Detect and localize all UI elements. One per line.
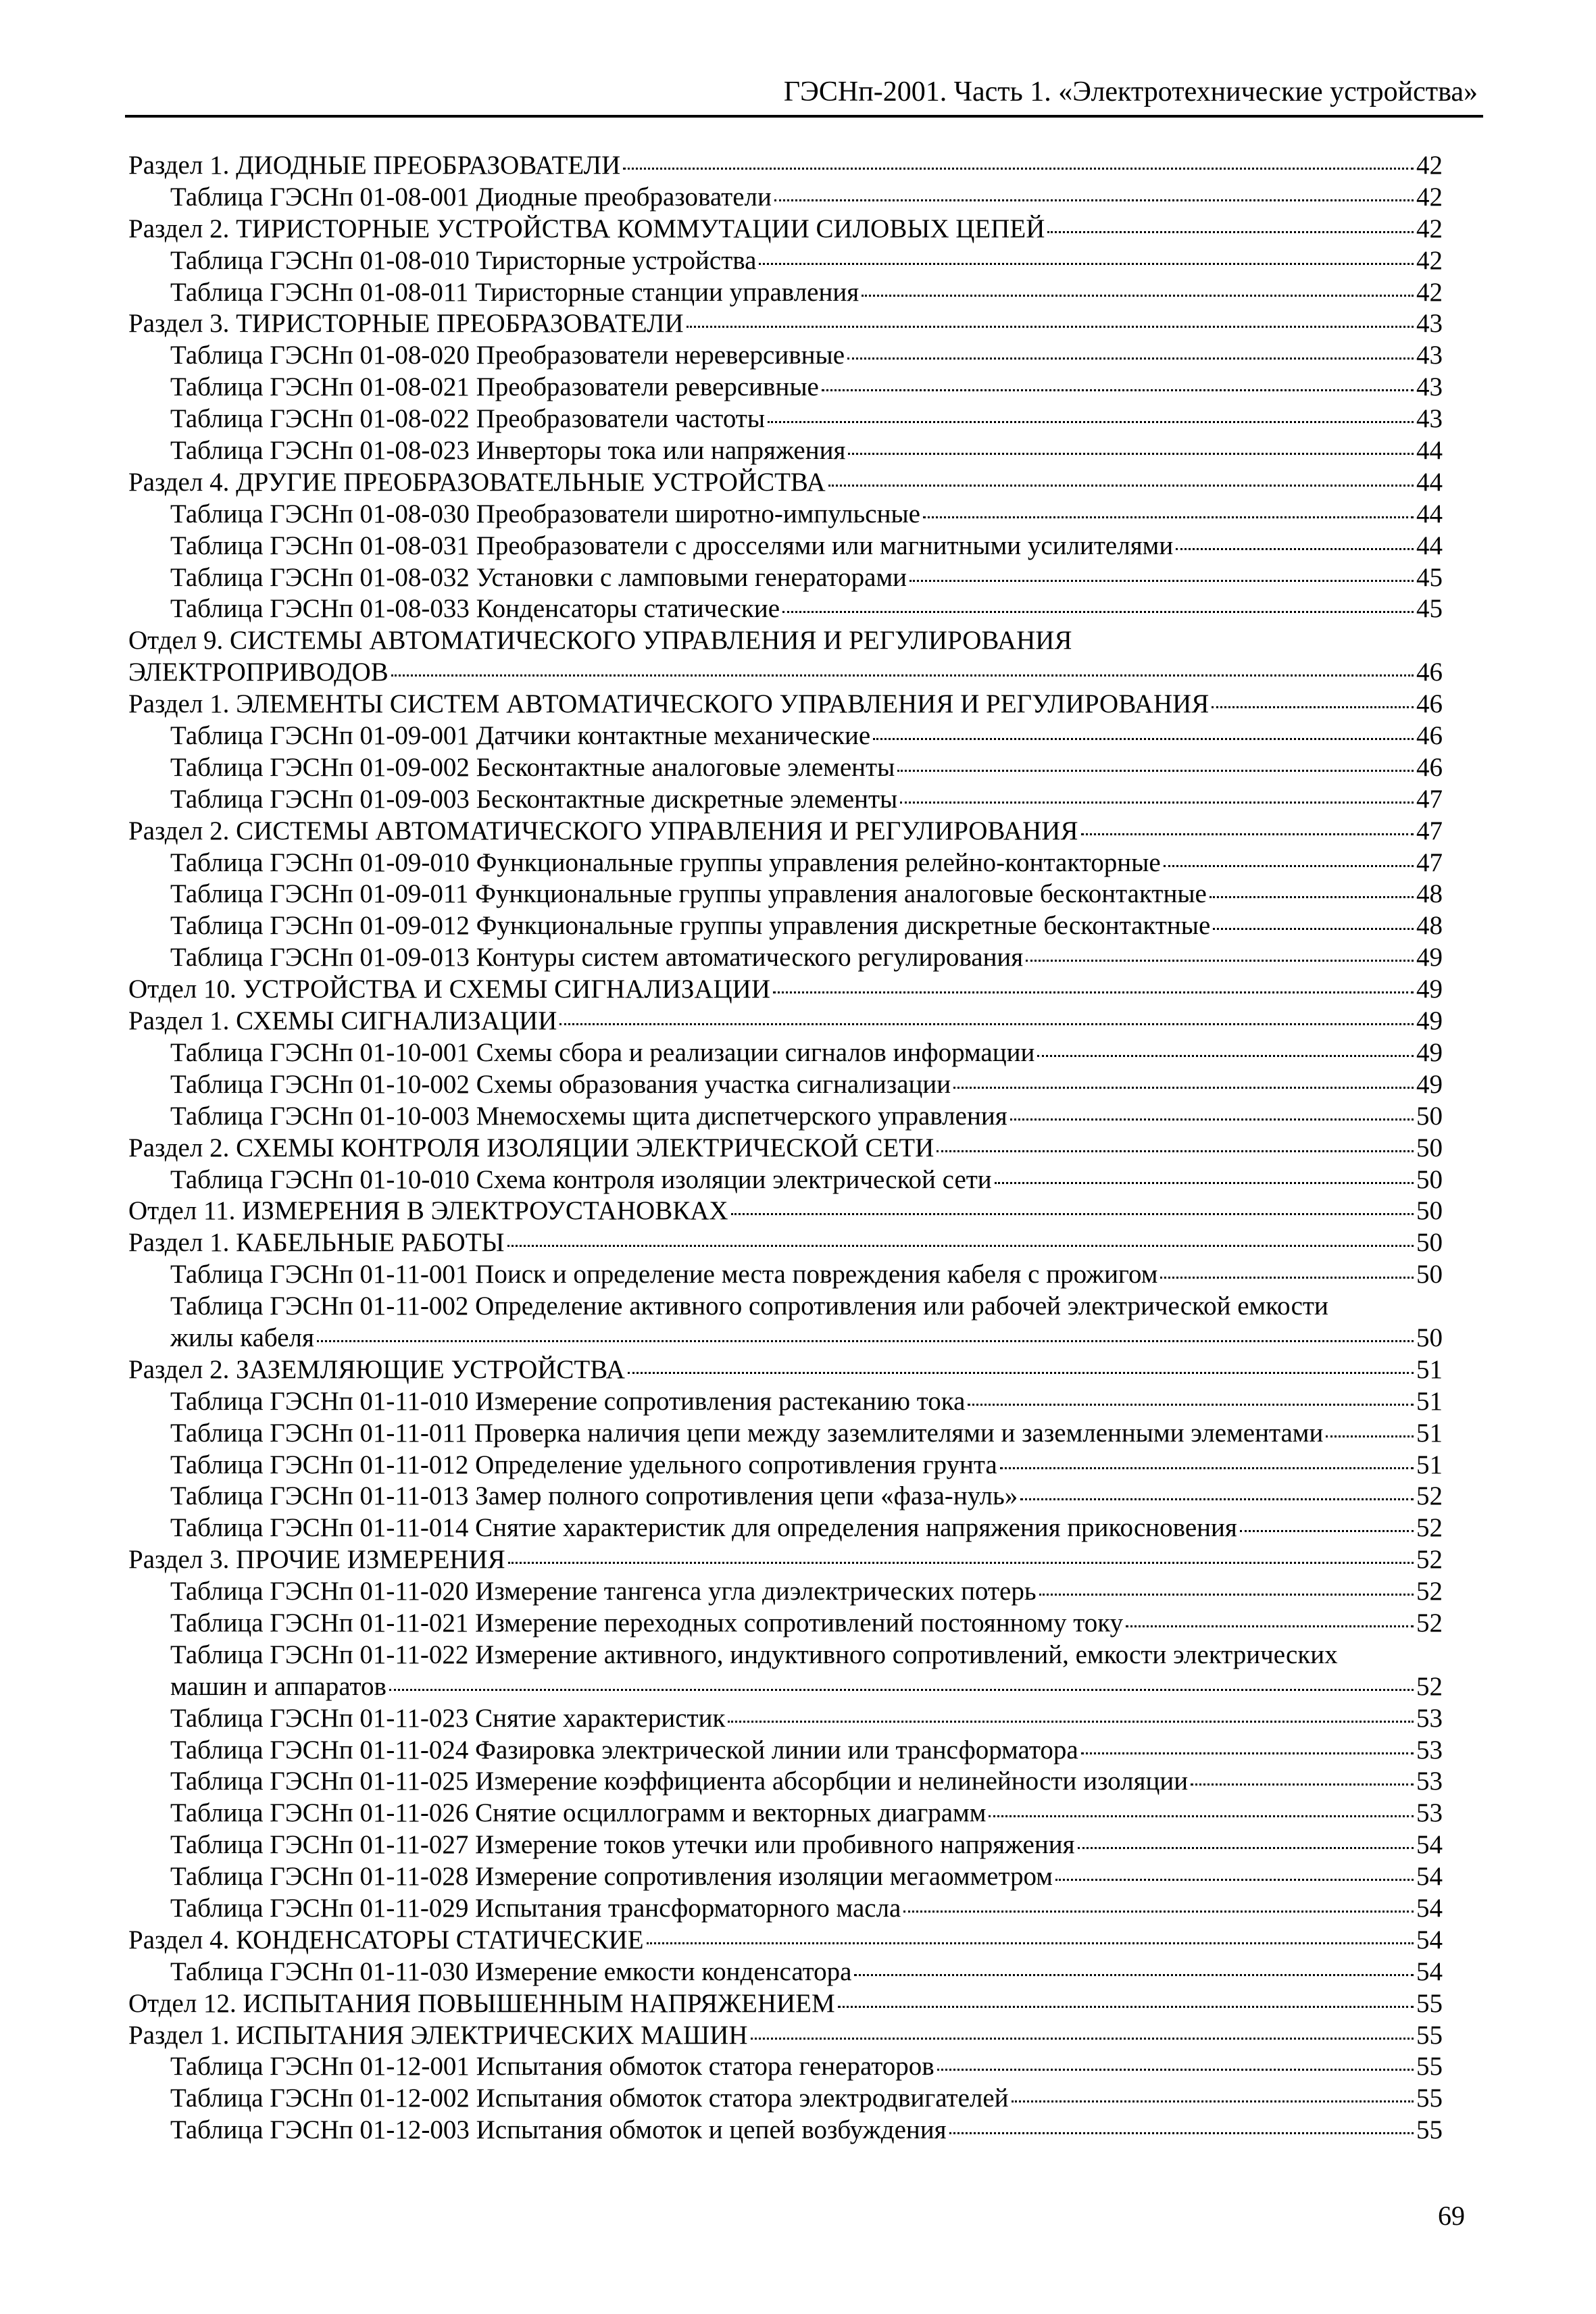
entry-page-number: 47 [1416, 784, 1443, 814]
dot-leader [731, 1213, 1414, 1215]
entry-title[interactable]: Таблица ГЭСНп 01-11-014 Снятие характеристик для определения напряжения прикосновения [170, 1513, 1237, 1543]
toc-table-entry[interactable] [128, 1893, 1443, 1925]
entry-title[interactable]: Таблица ГЭСНп 01-09-013 Контуры систем автоматического регулирования [170, 943, 1024, 973]
toc-table-entry[interactable] [128, 1829, 1443, 1861]
entry-title[interactable]: Раздел 3. ТИРИСТОРНЫЕ ПРЕОБРАЗОВАТЕЛИ [128, 309, 684, 339]
toc-table-entry[interactable] [128, 1259, 1443, 1291]
toc-table-entry[interactable] [128, 2083, 1443, 2115]
dot-leader [828, 485, 1414, 487]
toc-section-entry[interactable] [128, 1544, 1443, 1576]
entry-page-number: 44 [1416, 436, 1443, 466]
entry-page-number: 52 [1416, 1545, 1443, 1575]
entry-page-number: 53 [1416, 1798, 1443, 1828]
dot-leader [389, 1689, 1414, 1691]
dot-leader [1055, 1879, 1414, 1881]
entry-title[interactable]: Таблица ГЭСНп 01-11-029 Испытания трансформаторного масла [170, 1893, 901, 1923]
entry-title[interactable]: Таблица ГЭСНп 01-09-012 Функциональные группы управления дискретные бесконтактные [170, 911, 1211, 941]
entry-title[interactable]: Таблица ГЭСНп 01-08-001 Диодные преобразователи [170, 182, 772, 212]
entry-page-number: 55 [1416, 2020, 1443, 2050]
entry-title[interactable]: Таблица ГЭСНп 01-08-010 Тиристорные устройства [170, 245, 757, 275]
entry-title[interactable]: Таблица ГЭСНп 01-09-010 Функциональные группы управления релейно-контакторные [170, 847, 1161, 877]
entry-title[interactable]: Таблица ГЭСНп 01-11-030 Измерение емкости конденсатора [170, 1956, 852, 1986]
entry-page-number: 42 [1416, 214, 1443, 243]
entry-title[interactable]: Раздел 2. СХЕМЫ КОНТРОЛЯ ИЗОЛЯЦИИ ЭЛЕКТРИЧЕСКОЙ СЕТИ [128, 1133, 934, 1162]
entry-title[interactable]: Таблица ГЭСНп 01-08-011 Тиристорные станции управления [170, 277, 859, 307]
entry-page-number: 46 [1416, 721, 1443, 751]
dot-leader [1078, 1847, 1414, 1849]
toc-table-entry[interactable] [128, 1640, 1443, 1671]
dot-leader [1037, 1055, 1414, 1057]
entry-title[interactable]: Таблица ГЭСНп 01-09-011 Функциональные группы управления аналоговые бесконтактные [170, 879, 1207, 909]
entry-page-number: 50 [1416, 1260, 1443, 1289]
toc-section-entry[interactable] [128, 1227, 1443, 1259]
entry-page-number: 49 [1416, 1006, 1443, 1036]
entry-page-number: 46 [1416, 689, 1443, 719]
entry-title[interactable]: Раздел 1. ЭЛЕМЕНТЫ СИСТЕМ АВТОМАТИЧЕСКОГО УПРАВЛЕНИЯ И РЕГУЛИРОВАНИЯ [128, 689, 1210, 719]
entry-title[interactable]: Таблица ГЭСНп 01-09-003 Бесконтактные дискретные элементы [170, 784, 898, 814]
entry-page-number: 53 [1416, 1767, 1443, 1796]
entry-title[interactable]: Таблица ГЭСНп 01-11-022 Измерение активного, индуктивного сопротивлений, емкости электрических [170, 1640, 1338, 1669]
toc-table-entry[interactable] [128, 752, 1443, 784]
dot-leader [897, 770, 1414, 772]
dot-leader [317, 1340, 1414, 1342]
entry-title[interactable]: Раздел 2. ЗАЗЕМЛЯЮЩИЕ УСТРОЙСТВА [128, 1354, 625, 1384]
entry-page-number: 50 [1416, 1323, 1443, 1352]
dot-leader [822, 389, 1414, 391]
entry-title[interactable]: Раздел 1. ИСПЫТАНИЯ ЭЛЕКТРИЧЕСКИХ МАШИН [128, 2020, 748, 2050]
dot-leader [1012, 2100, 1414, 2102]
dot-leader [751, 2038, 1414, 2040]
toc-table-entry[interactable] [128, 1766, 1443, 1798]
entry-title[interactable]: Раздел 1. ДИОДНЫЕ ПРЕОБРАЗОВАТЕЛИ [128, 151, 621, 180]
dot-leader [1126, 1625, 1414, 1627]
toc-section-entry[interactable] [128, 1196, 1443, 1227]
dot-leader [1010, 1118, 1414, 1121]
dot-leader [848, 453, 1414, 455]
entry-page-number: 45 [1416, 562, 1443, 592]
dot-leader [1026, 960, 1414, 962]
entry-page-number: 42 [1416, 151, 1443, 180]
entry-page-number: 44 [1416, 499, 1443, 528]
toc-table-entry[interactable] [128, 1703, 1443, 1735]
page-number: 69 [1438, 2200, 1465, 2231]
entry-title[interactable]: Таблица ГЭСНп 01-11-010 Измерение сопротивления растеканию тока [170, 1386, 966, 1416]
entry-title[interactable]: Таблица ГЭСНп 01-11-023 Снятие характеристик [170, 1703, 726, 1733]
dot-leader [873, 738, 1414, 740]
dot-leader [1213, 928, 1414, 930]
entry-page-number: 45 [1416, 594, 1443, 624]
dot-leader [728, 1721, 1414, 1723]
dot-leader [937, 1150, 1414, 1152]
entry-page-number: 48 [1416, 911, 1443, 941]
entry-title[interactable]: Раздел 1. КАБЕЛЬНЫЕ РАБОТЫ [128, 1228, 505, 1258]
toc-section-entry[interactable] [128, 2020, 1443, 2052]
entry-title[interactable]: Таблица ГЭСНп 01-08-020 Преобразователи нереверсивные [170, 341, 845, 370]
entry-title[interactable]: Таблица ГЭСНп 01-11-027 Измерение токов утечки или пробивного напряжения [170, 1830, 1075, 1860]
toc-table-entry[interactable] [128, 1069, 1443, 1101]
entry-title[interactable]: Раздел 1. СХЕМЫ СИГНАЛИЗАЦИИ [128, 1006, 557, 1036]
entry-title[interactable]: Таблица ГЭСНп 01-11-012 Определение удельного сопротивления грунта [170, 1450, 997, 1479]
toc-section-entry[interactable] [128, 308, 1443, 340]
toc-table-entry[interactable] [128, 1418, 1443, 1450]
dot-leader [1160, 1277, 1414, 1279]
dot-leader [1047, 231, 1414, 233]
toc-section-entry[interactable] [128, 1925, 1443, 1956]
entry-page-number: 53 [1416, 1735, 1443, 1765]
dot-leader [1326, 1435, 1414, 1437]
toc-table-entry[interactable] [128, 942, 1443, 974]
toc-table-entry[interactable] [128, 847, 1443, 879]
entry-page-number: 46 [1416, 658, 1443, 687]
entry-title[interactable]: Таблица ГЭСНп 01-10-002 Схемы образования участка сигнализации [170, 1069, 951, 1099]
dot-leader [508, 1562, 1414, 1564]
dot-leader [995, 1182, 1414, 1184]
entry-page-number: 52 [1416, 1577, 1443, 1606]
dot-leader [838, 2006, 1414, 2008]
dot-leader [391, 674, 1414, 676]
toc-section-entry[interactable] [128, 150, 1443, 182]
dot-leader [1240, 1530, 1414, 1532]
dot-leader [628, 1372, 1414, 1374]
toc-table-entry[interactable] [128, 910, 1443, 942]
dot-leader [1210, 896, 1414, 898]
toc-table-entry[interactable] [128, 1386, 1443, 1418]
toc-table-entry[interactable] [128, 340, 1443, 372]
entry-title[interactable]: Таблица ГЭСНп 01-08-023 Инверторы тока или напряжения [170, 436, 846, 466]
toc-table-entry[interactable] [128, 1735, 1443, 1767]
entry-page-number: 49 [1416, 1037, 1443, 1067]
entry-page-number: 47 [1416, 847, 1443, 877]
toc-table-entry[interactable] [128, 1608, 1443, 1640]
entry-title-continuation[interactable]: машин и аппаратов [170, 1671, 386, 1701]
entry-page-number: 43 [1416, 404, 1443, 434]
entry-page-number: 52 [1416, 1481, 1443, 1511]
entry-title[interactable]: Таблица ГЭСНп 01-10-010 Схема контроля изоляции электрической сети [170, 1164, 992, 1194]
entry-title[interactable]: Таблица ГЭСНп 01-11-002 Определение активного сопротивления или рабочей электрической емкости [170, 1291, 1328, 1321]
dot-leader [937, 2069, 1414, 2071]
entry-title[interactable]: Таблица ГЭСНп 01-11-020 Измерение тангенса угла диэлектрических потерь [170, 1577, 1037, 1606]
dot-leader [903, 1911, 1414, 1913]
entry-title[interactable]: Таблица ГЭСНп 01-11-028 Измерение сопротивления изоляции мегаомметром [170, 1862, 1053, 1892]
entry-page-number: 55 [1416, 2052, 1443, 2082]
entry-title[interactable]: Отдел 10. УСТРОЙСТВА И СХЕМЫ СИГНАЛИЗАЦИИ [128, 975, 771, 1004]
dot-leader [953, 1087, 1414, 1089]
toc-table-entry[interactable] [128, 562, 1443, 594]
entry-title[interactable]: Раздел 2. СИСТЕМЫ АВТОМАТИЧЕСКОГО УПРАВЛЕНИЯ И РЕГУЛИРОВАНИЯ [128, 816, 1078, 845]
toc-table-entry[interactable] [128, 403, 1443, 435]
entry-page-number: 50 [1416, 1228, 1443, 1258]
entry-page-number: 42 [1416, 182, 1443, 212]
toc-table-entry[interactable] [128, 784, 1443, 816]
entry-page-number: 53 [1416, 1703, 1443, 1733]
toc-section-entry[interactable] [128, 625, 1443, 657]
toc-table-entry[interactable] [128, 1101, 1443, 1133]
entry-title[interactable]: Таблица ГЭСНп 01-08-022 Преобразователи частоты [170, 404, 766, 434]
entry-page-number: 49 [1416, 1069, 1443, 1099]
entry-title[interactable]: Таблица ГЭСНп 01-10-001 Схемы сбора и реализации сигналов информации [170, 1037, 1035, 1067]
entry-page-number: 52 [1416, 1513, 1443, 1543]
entry-title[interactable]: Раздел 4. ДРУГИЕ ПРЕОБРАЗОВАТЕЛЬНЫЕ УСТРОЙСТВА [128, 467, 826, 497]
toc-table-entry[interactable] [128, 1450, 1443, 1481]
toc-table-entry[interactable] [128, 2115, 1443, 2146]
toc-table-entry[interactable] [128, 182, 1443, 214]
running-header: ГЭСНп-2001. Часть 1. «Электротехнические устройства» [783, 76, 1478, 107]
entry-title[interactable]: Таблица ГЭСНп 01-08-032 Установки с ламповыми генераторами [170, 562, 907, 592]
toc-table-entry[interactable] [128, 435, 1443, 467]
entry-page-number: 51 [1416, 1354, 1443, 1384]
toc-table-entry[interactable] [128, 1956, 1443, 1988]
toc-table-entry[interactable] [128, 1481, 1443, 1512]
toc-table-entry[interactable] [128, 1291, 1443, 1323]
entry-title[interactable]: Таблица ГЭСНп 01-11-011 Проверка наличия цепи между заземлителями и заземленными элементами [170, 1418, 1324, 1448]
entry-title[interactable]: Таблица ГЭСНп 01-09-001 Датчики контактные механические [170, 721, 871, 751]
entry-page-number: 50 [1416, 1164, 1443, 1194]
toc-table-entry[interactable] [128, 531, 1443, 562]
entry-title[interactable]: Раздел 2. ТИРИСТОРНЫЕ УСТРОЙСТВА КОММУТАЦИИ СИЛОВЫХ ЦЕПЕЙ [128, 214, 1045, 243]
entry-title-continuation[interactable]: жилы кабеля [170, 1323, 314, 1352]
entry-page-number: 50 [1416, 1133, 1443, 1162]
toc-section-entry[interactable] [128, 214, 1443, 245]
toc-table-entry-continuation[interactable] [128, 1323, 1443, 1354]
dot-leader [862, 295, 1414, 297]
entry-title[interactable]: Отдел 11. ИЗМЕРЕНИЯ В ЭЛЕКТРОУСТАНОВКАХ [128, 1196, 728, 1226]
entry-page-number: 52 [1416, 1671, 1443, 1701]
entry-page-number: 48 [1416, 879, 1443, 909]
entry-page-number: 43 [1416, 341, 1443, 370]
entry-page-number: 51 [1416, 1386, 1443, 1416]
entry-page-number: 54 [1416, 1830, 1443, 1860]
toc-section-entry[interactable] [128, 1354, 1443, 1386]
dot-leader [773, 991, 1414, 993]
entry-title[interactable]: Таблица ГЭСНп 01-08-031 Преобразователи с дросселями или магнитными усилителями [170, 531, 1174, 560]
entry-title[interactable]: Таблица ГЭСНп 01-12-002 Испытания обмоток статора электродвигателей [170, 2084, 1009, 2113]
entry-page-number: 51 [1416, 1418, 1443, 1448]
toc-section-entry[interactable] [128, 974, 1443, 1006]
dot-leader [1191, 1783, 1414, 1786]
entry-title[interactable]: Таблица ГЭСНп 01-11-001 Поиск и определение места повреждения кабеля с прожигом [170, 1260, 1158, 1289]
toc-table-entry[interactable] [128, 372, 1443, 403]
dot-leader [1176, 548, 1414, 550]
entry-page-number: 43 [1416, 309, 1443, 339]
toc-table-entry-continuation[interactable] [128, 1671, 1443, 1703]
toc-table-entry[interactable] [128, 2051, 1443, 2083]
entry-page-number: 55 [1416, 2084, 1443, 2113]
entry-page-number: 54 [1416, 1893, 1443, 1923]
toc-section-entry[interactable] [128, 816, 1443, 847]
entry-page-number: 44 [1416, 531, 1443, 560]
dot-leader [687, 326, 1414, 328]
entry-page-number: 51 [1416, 1450, 1443, 1479]
entry-page-number: 54 [1416, 1925, 1443, 1954]
dot-leader [1039, 1594, 1414, 1596]
toc-section-entry[interactable] [128, 689, 1443, 720]
dot-leader [623, 168, 1414, 170]
toc-table-entry[interactable] [128, 1037, 1443, 1069]
toc-section-entry[interactable] [128, 1006, 1443, 1037]
toc-section-entry[interactable] [128, 467, 1443, 499]
toc-section-entry[interactable] [128, 1988, 1443, 2020]
dot-leader [949, 2132, 1414, 2134]
entry-title[interactable]: Отдел 12. ИСПЫТАНИЯ ПОВЫШЕННЫМ НАПРЯЖЕНИЕМ [128, 1988, 835, 2018]
entry-title[interactable]: Таблица ГЭСНп 01-08-021 Преобразователи реверсивные [170, 372, 819, 402]
entry-page-number: 55 [1416, 1988, 1443, 2018]
dot-leader [900, 802, 1414, 804]
toc-table-entry[interactable] [128, 1798, 1443, 1829]
dot-leader [1081, 833, 1414, 835]
entry-title[interactable]: Таблица ГЭСНп 01-10-003 Мнемосхемы щита диспетчерского управления [170, 1101, 1007, 1131]
toc-table-entry[interactable] [128, 1164, 1443, 1196]
header-rule [125, 115, 1483, 118]
entry-title[interactable]: Раздел 4. КОНДЕНСАТОРЫ СТАТИЧЕСКИЕ [128, 1925, 644, 1954]
entry-page-number: 46 [1416, 752, 1443, 782]
entry-title[interactable]: Раздел 3. ПРОЧИЕ ИЗМЕРЕНИЯ [128, 1545, 505, 1575]
entry-title[interactable]: Таблица ГЭСНп 01-12-001 Испытания обмоток статора генераторов [170, 2052, 934, 2082]
entry-page-number: 42 [1416, 277, 1443, 307]
entry-title-continuation[interactable]: ЭЛЕКТРОПРИВОДОВ [128, 658, 389, 687]
dot-leader [909, 580, 1414, 582]
toc-table-entry[interactable] [128, 720, 1443, 752]
entry-title[interactable]: Таблица ГЭСНп 01-12-003 Испытания обмоток и цепей возбуждения [170, 2115, 947, 2145]
entry-page-number: 49 [1416, 975, 1443, 1004]
entry-title[interactable]: Таблица ГЭСНп 01-11-021 Измерение переходных сопротивлений постоянному току [170, 1608, 1124, 1638]
dot-leader [647, 1942, 1414, 1944]
toc-table-entry[interactable] [128, 879, 1443, 910]
toc-table-entry[interactable] [128, 1512, 1443, 1544]
entry-page-number: 50 [1416, 1196, 1443, 1226]
entry-title[interactable]: Таблица ГЭСНп 01-11-024 Фазировка электрической линии или трансформатора [170, 1735, 1078, 1765]
entry-title[interactable]: Таблица ГЭСНп 01-11-025 Измерение коэффициента абсорбции и нелинейности изоляции [170, 1767, 1189, 1796]
entry-page-number: 44 [1416, 467, 1443, 497]
dot-leader [1081, 1752, 1414, 1754]
entry-page-number: 54 [1416, 1862, 1443, 1892]
entry-page-number: 54 [1416, 1956, 1443, 1986]
toc-table-entry[interactable] [128, 1861, 1443, 1893]
entry-title[interactable]: Таблица ГЭСНп 01-08-030 Преобразователи широтно-импульсные [170, 499, 920, 528]
toc-section-entry[interactable] [128, 1133, 1443, 1164]
entry-page-number: 52 [1416, 1608, 1443, 1638]
toc-table-entry[interactable] [128, 499, 1443, 531]
entry-title[interactable]: Таблица ГЭСНп 01-09-002 Бесконтактные аналоговые элементы [170, 752, 895, 782]
dot-leader [759, 263, 1414, 265]
entry-title[interactable]: Таблица ГЭСНп 01-08-033 Конденсаторы статические [170, 594, 780, 624]
toc-table-entry[interactable] [128, 1576, 1443, 1608]
table-of-contents [128, 150, 1443, 2146]
dot-leader [989, 1815, 1414, 1817]
entry-page-number: 42 [1416, 245, 1443, 275]
dot-leader [847, 358, 1414, 360]
dot-leader [968, 1404, 1414, 1406]
dot-leader [1212, 706, 1414, 708]
toc-table-entry[interactable] [128, 593, 1443, 625]
dot-leader [1164, 865, 1414, 867]
entry-page-number: 47 [1416, 816, 1443, 845]
dot-leader [782, 611, 1414, 613]
entry-page-number: 50 [1416, 1101, 1443, 1131]
entry-page-number: 55 [1416, 2115, 1443, 2145]
dot-leader [923, 516, 1414, 518]
toc-table-entry[interactable] [128, 245, 1443, 277]
dot-leader [1000, 1467, 1414, 1469]
toc-section-entry-continuation[interactable] [128, 657, 1443, 689]
entry-title[interactable]: Таблица ГЭСНп 01-11-026 Снятие осциллограмм и векторных диаграмм [170, 1798, 987, 1828]
dot-leader [854, 1974, 1414, 1976]
entry-title[interactable]: Таблица ГЭСНп 01-11-013 Замер полного сопротивления цепи «фаза-нуль» [170, 1481, 1018, 1511]
entry-title[interactable]: Отдел 9. СИСТЕМЫ АВТОМАТИЧЕСКОГО УПРАВЛЕНИЯ И РЕГУЛИРОВАНИЯ [128, 626, 1072, 656]
dot-leader [768, 421, 1414, 423]
entry-page-number: 49 [1416, 943, 1443, 973]
toc-table-entry[interactable] [128, 277, 1443, 309]
dot-leader [559, 1023, 1414, 1025]
dot-leader [774, 199, 1414, 201]
dot-leader [1020, 1498, 1414, 1500]
entry-page-number: 43 [1416, 372, 1443, 402]
dot-leader [507, 1245, 1414, 1247]
